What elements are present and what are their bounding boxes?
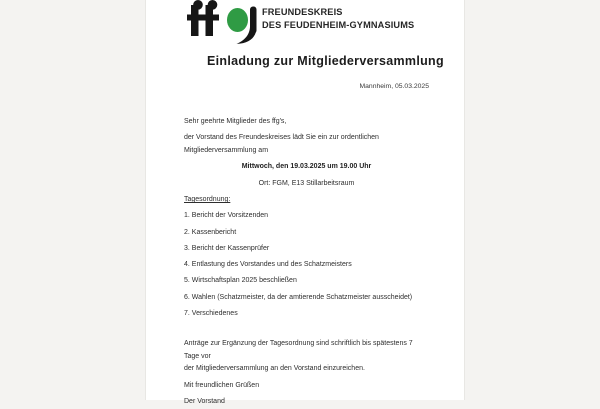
- letterhead: [184, 0, 429, 44]
- meeting-datetime: Mittwoch, den 19.03.2025 um 19.00 Uhr: [241, 163, 372, 171]
- agenda-item: 3. Bericht der Kassenprüfer: [184, 244, 270, 252]
- salutation: Sehr geehrte Mitglieder des ffg's,: [184, 118, 287, 125]
- org-name: [262, 0, 414, 32]
- org-name-line1: FREUNDESKREIS: [262, 7, 343, 17]
- ffg-logo-icon: [187, 0, 256, 44]
- intro-paragraph: [184, 132, 429, 158]
- letter-content: [146, 0, 464, 409]
- intro-line1: der Vorstand des Freundeskreises lädt Sie ein zur ordentlichen: [184, 134, 379, 142]
- document-page: [145, 0, 465, 406]
- agenda-item: 2. Kassenbericht: [184, 228, 237, 236]
- agenda-item: 5. Wirtschaftsplan 2025 beschließen: [184, 277, 297, 285]
- intro-line2: Mitgliederversammlung am: [184, 147, 269, 155]
- dateline: Mannheim, 05.03.2025: [359, 83, 429, 90]
- note-line2: der Mitgliederversammlung an den Vorstand einzureichen.: [184, 365, 365, 373]
- agenda-item: 4. Entlastung des Vorstandes und des Schatzmeisters: [184, 261, 352, 269]
- meeting-location: Ort: FGM, E13 Stillarbeitsraum: [258, 179, 355, 187]
- agenda-item: 7. Verschiedenes: [184, 310, 238, 318]
- letter-title: Einladung zur Mitgliederversammlung: [207, 54, 444, 68]
- agenda-heading: Tagesordnung:: [184, 195, 231, 203]
- agenda-item: 1. Bericht der Vorsitzenden: [184, 212, 269, 220]
- signature: Der Vorstand: [184, 398, 225, 406]
- letter-body: [184, 116, 429, 409]
- note-paragraph: [184, 338, 429, 376]
- closing: Mit freundlichen Grüßen: [184, 381, 260, 389]
- org-name-line2: DES FEUDENHEIM-GYMNASIUMS: [262, 20, 415, 30]
- note-line1: Anträge zur Ergänzung der Tagesordnung sind schriftlich bis spätestens 7 Tage vor: [184, 339, 413, 360]
- agenda-item: 6. Wahlen (Schatzmeister, da der amtierende Schatzmeister ausscheidet): [184, 293, 413, 301]
